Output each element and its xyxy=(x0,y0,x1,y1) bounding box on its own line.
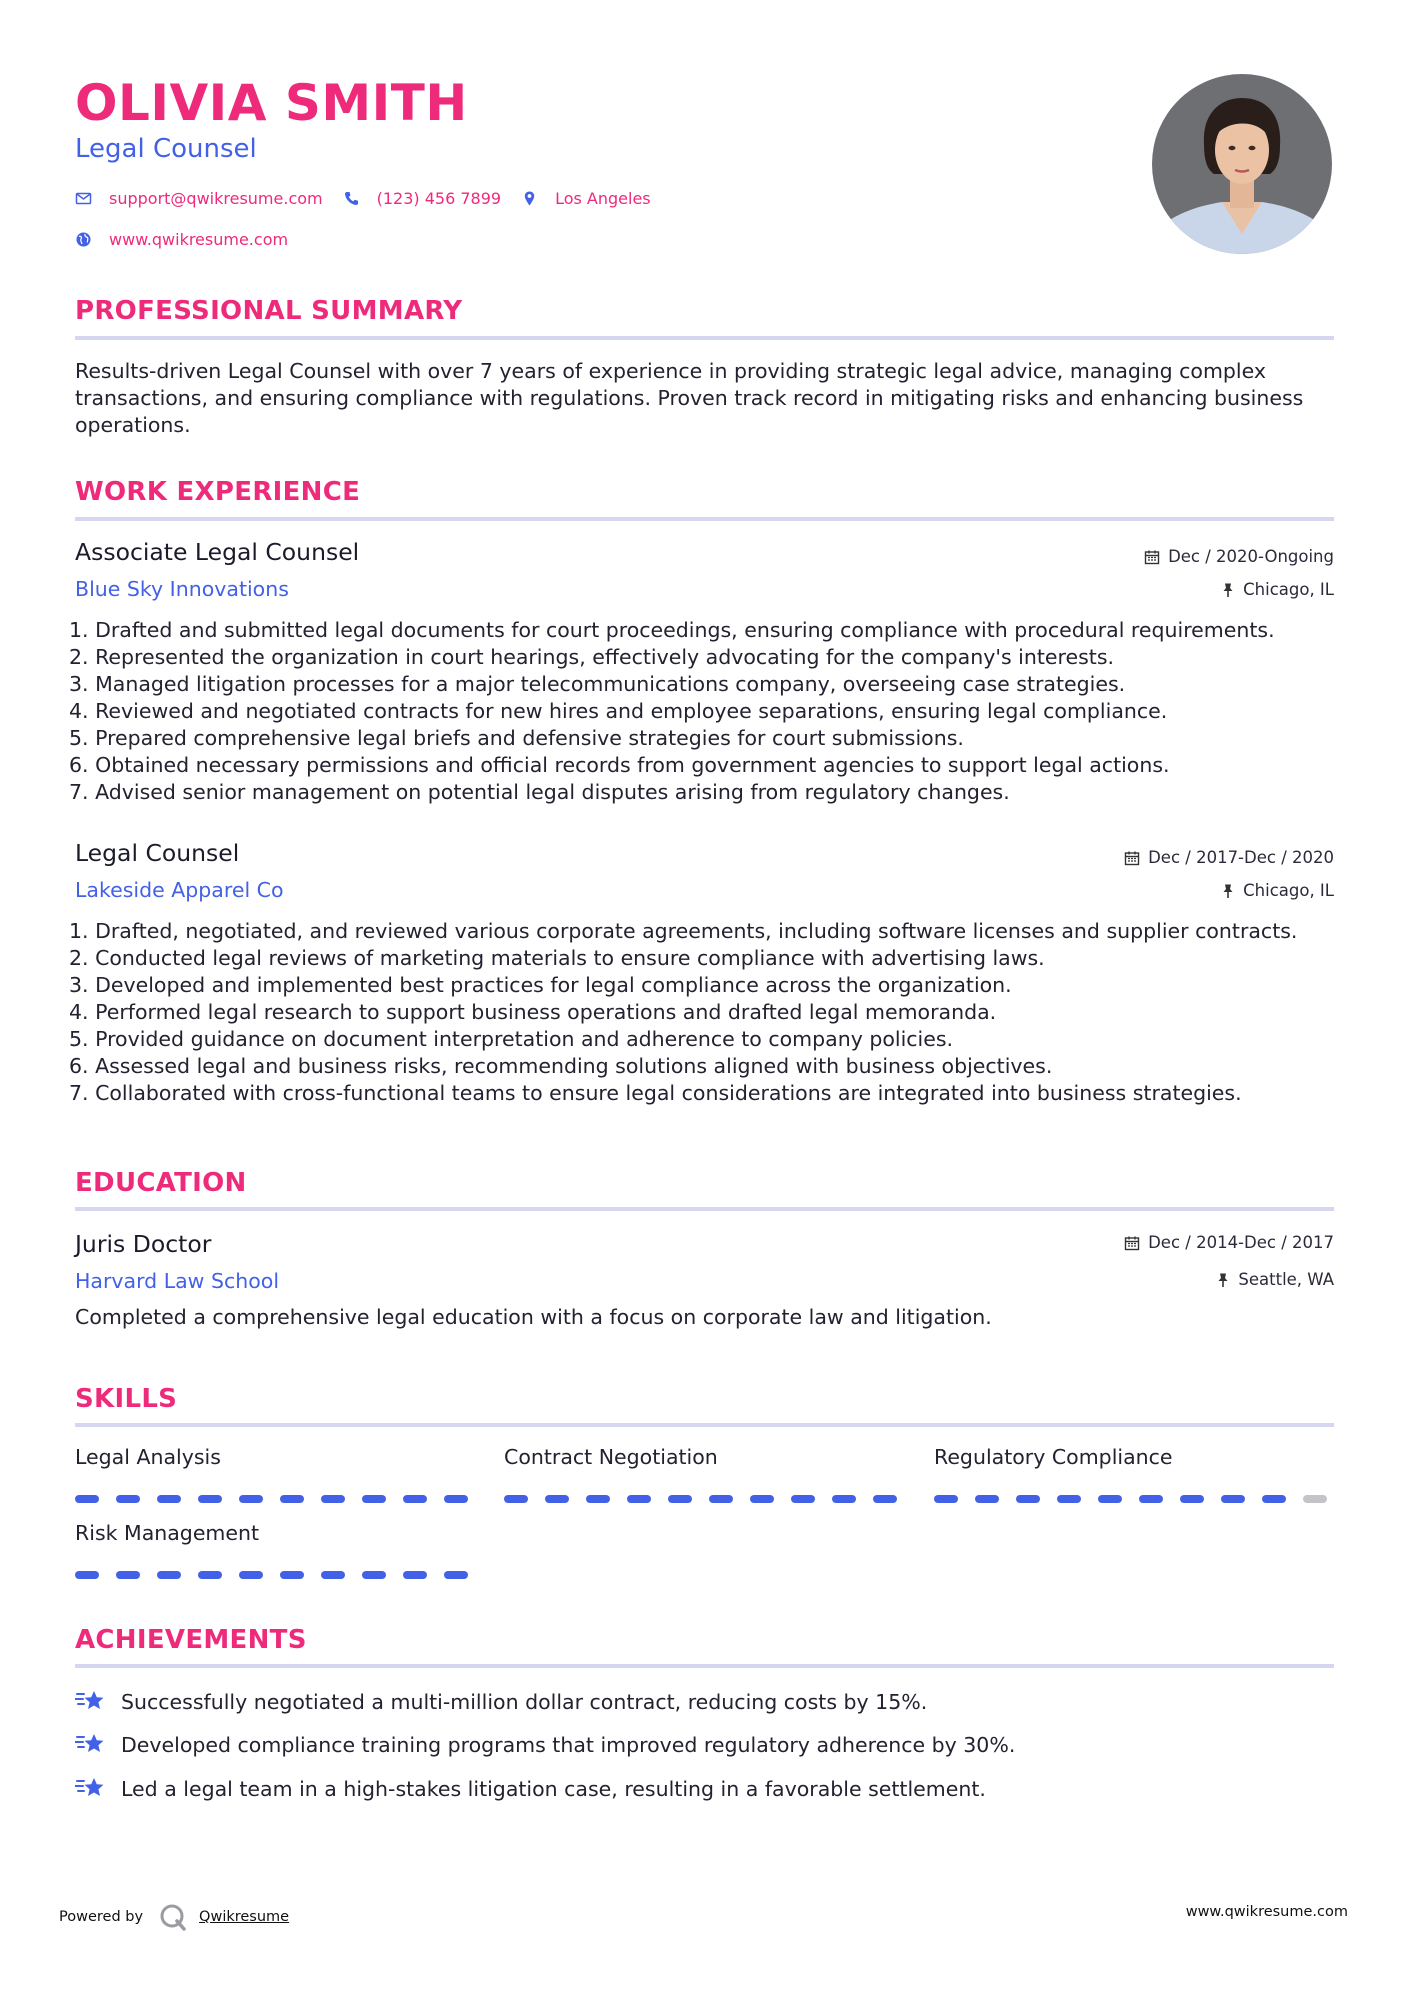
summary-heading: PROFESSIONAL SUMMARY xyxy=(75,296,463,326)
list-item: 1. Drafted and submitted legal documents for court proceedings, ensuring compliance with procedural requirements. xyxy=(69,618,1275,642)
profile-photo xyxy=(1152,74,1332,254)
skill-segment-filled xyxy=(586,1495,610,1503)
contact-website[interactable] xyxy=(75,230,288,249)
skill-segment-filled xyxy=(403,1571,427,1579)
skill-segment-filled xyxy=(627,1495,651,1503)
job-company: Lakeside Apparel Co xyxy=(75,878,284,902)
skill-segment-filled xyxy=(75,1571,99,1579)
job-dates xyxy=(1144,547,1334,566)
skill-segment-filled xyxy=(444,1495,468,1503)
skill-segment-filled xyxy=(280,1571,304,1579)
skill-segment-filled xyxy=(116,1495,140,1503)
job-location xyxy=(1221,580,1334,599)
skill-segment-filled xyxy=(198,1495,222,1503)
footer-website[interactable]: www.qwikresume.com xyxy=(1185,1904,1348,1920)
experience-divider xyxy=(75,517,1334,521)
skill-segment-filled xyxy=(832,1495,856,1503)
skill-level-bar xyxy=(934,1495,1344,1503)
skills-divider xyxy=(75,1423,1334,1427)
summary-text: Results-driven Legal Counsel with over 7 years of experience in providing strategic legal advice, managing complex transactions, and ensuring compliance with regulations. Proven track record in mitigating risks and enhancing business operations. xyxy=(75,359,1304,437)
experience-heading: WORK EXPERIENCE xyxy=(75,477,361,507)
qwikresume-logo-icon xyxy=(159,1903,187,1931)
skill-segment-filled xyxy=(750,1495,774,1503)
skill-segment-filled xyxy=(1139,1495,1163,1503)
education-location xyxy=(1216,1270,1334,1289)
education-heading: EDUCATION xyxy=(75,1168,247,1198)
list-item: 6. Obtained necessary permissions and official records from government agencies to support legal actions. xyxy=(69,753,1170,777)
list-item: 3. Managed litigation processes for a major telecommunications company, overseeing case strategies. xyxy=(69,672,1126,696)
skill-segment-filled xyxy=(1098,1495,1122,1503)
list-item: 4. Performed legal research to support business operations and drafted legal memoranda. xyxy=(69,1000,997,1024)
contact-phone[interactable] xyxy=(343,189,501,208)
skill-segment-filled xyxy=(1180,1495,1204,1503)
skill-level-bar xyxy=(75,1495,485,1503)
achievements-divider xyxy=(75,1664,1334,1668)
location-text: Los Angeles xyxy=(555,189,651,208)
skill-segment-filled xyxy=(504,1495,528,1503)
education-divider xyxy=(75,1207,1334,1211)
skill-segment-filled xyxy=(280,1495,304,1503)
job-dates-text: Dec / 2017-Dec / 2020 xyxy=(1148,848,1334,867)
achievement-item xyxy=(75,1688,927,1715)
skill-segment-filled xyxy=(668,1495,692,1503)
skill-segment-filled xyxy=(362,1495,386,1503)
list-item: 3. Developed and implemented best practices for legal compliance across the organization. xyxy=(69,973,1012,997)
shooting-star-icon xyxy=(75,1775,106,1802)
education-description: Completed a comprehensive legal education with a focus on corporate law and litigation. xyxy=(75,1305,992,1329)
globe-icon xyxy=(75,231,93,249)
achievement-item xyxy=(75,1775,986,1802)
footer-powered-by xyxy=(59,1903,289,1931)
contact-email[interactable] xyxy=(75,189,323,208)
calendar-icon xyxy=(1124,850,1140,866)
job-title: Legal Counsel xyxy=(75,839,240,867)
skill-segment-filled xyxy=(321,1571,345,1579)
education-location-text: Seattle, WA xyxy=(1238,1270,1334,1289)
skill-level-bar xyxy=(75,1571,485,1579)
job-title: Associate Legal Counsel xyxy=(75,538,360,566)
skill-segment-filled xyxy=(362,1571,386,1579)
shooting-star-icon xyxy=(75,1688,106,1715)
pushpin-icon xyxy=(1221,883,1235,899)
skill-segment-filled xyxy=(791,1495,815,1503)
website-text: www.qwikresume.com xyxy=(109,230,289,249)
skill-segment-filled xyxy=(157,1571,181,1579)
phone-text: (123) 456 7899 xyxy=(376,189,502,208)
education-dates-text: Dec / 2014-Dec / 2017 xyxy=(1148,1233,1334,1252)
skill-segment-filled xyxy=(1057,1495,1081,1503)
email-text: support@qwikresume.com xyxy=(109,189,323,208)
skill-segment-filled xyxy=(157,1495,181,1503)
candidate-role: Legal Counsel xyxy=(75,134,257,164)
powered-by-label: Powered by xyxy=(59,1909,144,1925)
summary-divider xyxy=(75,336,1334,340)
skill-segment-filled xyxy=(934,1495,958,1503)
list-item: 1. Drafted, negotiated, and reviewed various corporate agreements, including software licenses and supplier contracts. xyxy=(69,919,1298,943)
shooting-star-icon xyxy=(75,1731,106,1758)
achievement-text: Developed compliance training programs that improved regulatory adherence by 30%. xyxy=(121,1732,1016,1757)
job-bullets xyxy=(69,617,1349,806)
skill-segment-filled xyxy=(75,1495,99,1503)
skill-segment-filled xyxy=(709,1495,733,1503)
list-item: 5. Prepared comprehensive legal briefs and defensive strategies for court submissions. xyxy=(69,726,964,750)
list-item: 5. Provided guidance on document interpretation and adherence to company policies. xyxy=(69,1027,954,1051)
job-company: Blue Sky Innovations xyxy=(75,577,289,601)
skills-heading: SKILLS xyxy=(75,1384,178,1414)
job-dates xyxy=(1124,848,1334,867)
skill-label: Legal Analysis xyxy=(75,1445,221,1469)
pushpin-icon xyxy=(1216,1272,1230,1288)
skill-segment-filled xyxy=(116,1571,140,1579)
job-location-text: Chicago, IL xyxy=(1243,580,1334,599)
skill-segment-filled xyxy=(873,1495,897,1503)
education-school: Harvard Law School xyxy=(75,1269,280,1293)
achievement-item xyxy=(75,1731,1015,1758)
candidate-name: OLIVIA SMITH xyxy=(75,74,468,132)
skill-segment-filled xyxy=(239,1495,263,1503)
contact-location xyxy=(521,189,651,208)
contact-row xyxy=(75,189,671,208)
list-item: 4. Reviewed and negotiated contracts for new hires and employee separations, ensuring legal compliance. xyxy=(69,699,1168,723)
achievement-text: Led a legal team in a high-stakes litigation case, resulting in a favorable settlement. xyxy=(121,1776,986,1801)
skill-level-bar xyxy=(504,1495,914,1503)
skill-label: Contract Negotiation xyxy=(504,1445,718,1469)
skill-segment-filled xyxy=(444,1571,468,1579)
job-location xyxy=(1221,881,1334,900)
qwikresume-link[interactable]: Qwikresume xyxy=(199,1909,290,1925)
list-item: 7. Collaborated with cross-functional teams to ensure legal considerations are integrated into business strategies. xyxy=(69,1081,1242,1105)
job-dates-text: Dec / 2020-Ongoing xyxy=(1168,547,1334,566)
website-row xyxy=(75,230,308,249)
phone-icon xyxy=(343,190,361,208)
list-item: 6. Assessed legal and business risks, recommending solutions aligned with business objectives. xyxy=(69,1054,1053,1078)
skill-segment-filled xyxy=(239,1571,263,1579)
skill-segment-filled xyxy=(975,1495,999,1503)
list-item: 2. Conducted legal reviews of marketing materials to ensure compliance with advertising laws. xyxy=(69,946,1045,970)
skill-label: Risk Management xyxy=(75,1521,260,1545)
skill-segment-filled xyxy=(1016,1495,1040,1503)
skill-segment-filled xyxy=(403,1495,427,1503)
skill-segment-empty xyxy=(1303,1495,1327,1503)
skill-segment-filled xyxy=(545,1495,569,1503)
job-bullets xyxy=(69,918,1349,1107)
calendar-icon xyxy=(1144,549,1160,565)
job-location-text: Chicago, IL xyxy=(1243,881,1334,900)
map-pin-icon xyxy=(521,190,539,208)
education-degree: Juris Doctor xyxy=(75,1230,212,1258)
skill-segment-filled xyxy=(321,1495,345,1503)
calendar-icon xyxy=(1124,1235,1140,1251)
list-item: 2. Represented the organization in court hearings, effectively advocating for the company's interests. xyxy=(69,645,1115,669)
pushpin-icon xyxy=(1221,582,1235,598)
list-item: 7. Advised senior management on potential legal disputes arising from regulatory changes. xyxy=(69,780,1010,804)
skill-segment-filled xyxy=(198,1571,222,1579)
education-dates xyxy=(1124,1233,1334,1252)
skill-label: Regulatory Compliance xyxy=(934,1445,1173,1469)
email-icon xyxy=(75,190,93,208)
achievement-text: Successfully negotiated a multi-million dollar contract, reducing costs by 15%. xyxy=(121,1689,928,1714)
skill-segment-filled xyxy=(1221,1495,1245,1503)
skill-segment-filled xyxy=(1262,1495,1286,1503)
achievements-heading: ACHIEVEMENTS xyxy=(75,1625,307,1655)
